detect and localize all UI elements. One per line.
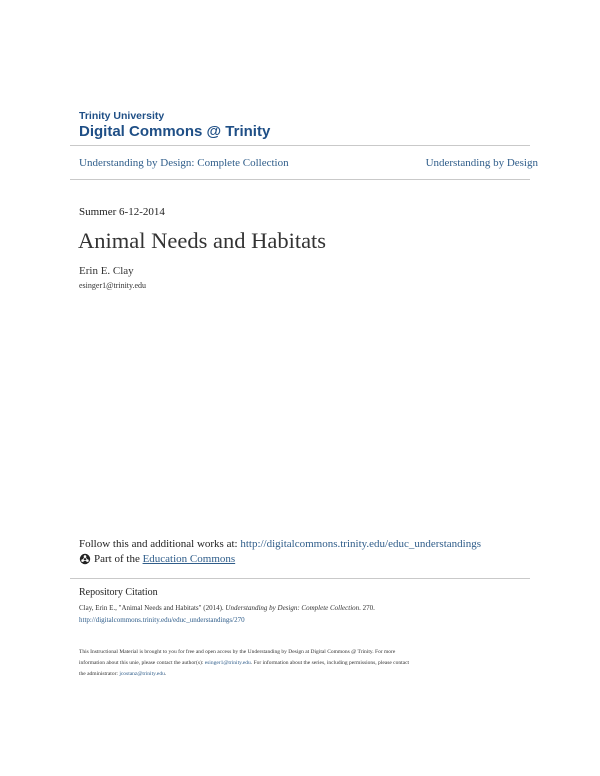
collection-url-link[interactable]: http://digitalcommons.trinity.edu/educ_understandings [240, 538, 481, 550]
citation-journal: Understanding by Design: Complete Collection [225, 604, 360, 612]
publication-date: Summer 6-12-2014 [79, 206, 165, 218]
follow-line [79, 538, 481, 550]
administrator-email-link[interactable]: jcostanz@trinity.edu [119, 671, 165, 677]
footer-line-3-suffix: . [164, 671, 167, 677]
citation-prefix: Clay, Erin E., "Animal Needs and Habitats" (2014). [79, 604, 226, 612]
footer-line-1: This Instructional Material is brought to you for free and open access by the Understanding by Design at Digital Commons @ Trinity. For more [79, 649, 396, 655]
footer-line-3-prefix: the administrator: [79, 671, 120, 677]
author-email-link[interactable]: esinger1@trinity.edu [204, 660, 251, 666]
citation-url-link[interactable]: http://digitalcommons.trinity.edu/educ_understandings/270 [79, 616, 245, 624]
series-link[interactable]: Understanding by Design [425, 157, 538, 169]
collection-bar [79, 157, 538, 171]
footer-notice [79, 647, 529, 680]
follow-label: Follow this and additional works at: [79, 538, 241, 550]
citation-suffix: . 270. [359, 604, 375, 612]
author-email: esinger1@trinity.edu [79, 281, 147, 290]
citation-text [79, 602, 539, 626]
author-name: Erin E. Clay [79, 265, 134, 277]
part-of-label: Part of the [94, 553, 143, 565]
document-title: Animal Needs and Habitats [78, 228, 327, 253]
repository-name[interactable]: Digital Commons @ Trinity [79, 123, 271, 140]
footer-line-2-suffix: . For information about the series, including permissions, please contact [250, 660, 410, 666]
institution-name[interactable]: Trinity University [79, 110, 165, 122]
top-divider [70, 145, 530, 146]
footer-line-2-prefix: information about this unie, please contact the author(s): [79, 660, 205, 666]
citation-divider [70, 578, 530, 579]
part-of-line [79, 553, 235, 568]
footer-line-3 [79, 669, 529, 680]
citation-heading: Repository Citation [79, 587, 158, 598]
collection-divider [70, 179, 530, 180]
collection-link[interactable]: Understanding by Design: Complete Collection [79, 157, 289, 169]
education-commons-link[interactable]: Education Commons [142, 553, 236, 565]
footer-line-2 [79, 658, 529, 669]
network-icon [79, 553, 91, 568]
institution-header [79, 110, 270, 141]
